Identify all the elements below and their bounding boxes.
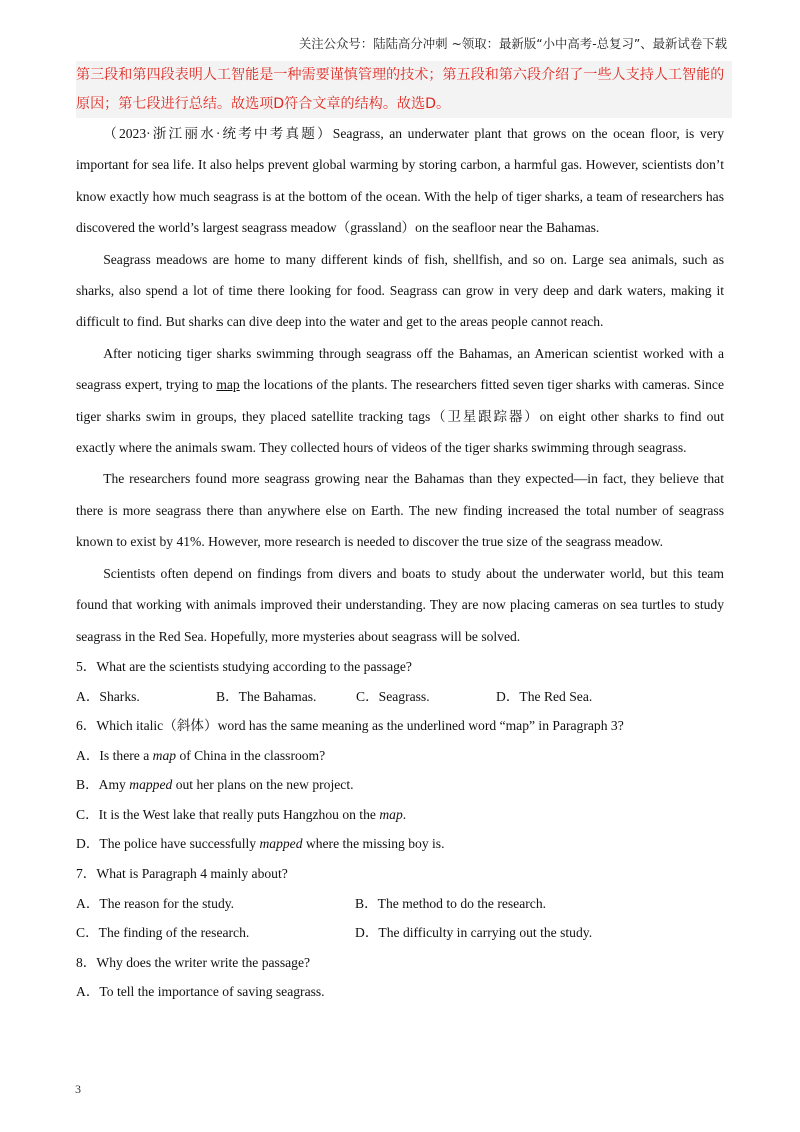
q5-option-d: D．The Red Sea. xyxy=(496,688,593,704)
q6-c-post: . xyxy=(402,806,407,822)
q6-c-italic: map xyxy=(379,806,403,822)
question-7-options-row-1 xyxy=(76,889,724,919)
q8-option-a: A．To tell the importance of saving seagrass. xyxy=(76,984,325,1000)
question-5-options xyxy=(76,682,724,712)
page-header: 关注公众号：陆陆高分冲刺 ~领取：最新版“小中高考-总复习”、最新试卷下载 xyxy=(298,36,727,51)
paragraph-5: Scientists often depend on findings from divers and boats to study about the underwater world, but this team found that working with animals improved their understanding. They are now placing cameras on sea turtles to study seagrass in the Red Sea. Hopefully, more mysteries about seagrass will be solved. xyxy=(76,565,724,644)
q7-option-c: C．The finding of the research. xyxy=(76,925,250,941)
question-8-stem: 8．Why does the writer write the passage? xyxy=(76,954,311,970)
answer-analysis: 第三段和第四段表明人工智能是一种需要谨慎管理的技术；第五段和第六段介绍了一些人支持人工智能的原因；第七段进行总结。故选项D符合文章的结构。故选D。 xyxy=(76,61,732,118)
q6-d-pre: D．The police have successfully xyxy=(76,836,260,852)
q6-a-post: of China in the classroom? xyxy=(176,747,326,763)
question-7-stem: 7．What is Paragraph 4 mainly about? xyxy=(76,866,288,882)
paragraph-1: （2023·浙江丽水·统考中考真题）Seagrass, an underwater plant that grows on the ocean floor, is very important for sea life. It also helps prevent global warming by storing carbon, a harmful gas. However, scientists don’t know exactly how much seagrass is at the bottom of the ocean. With the help of tiger sharks, a team of researchers has discovered the world’s largest seagrass meadow（grassland）on the seafloor near the Bahamas. xyxy=(76,126,724,236)
q5-option-a: A．Sharks. xyxy=(76,688,140,704)
paragraph-3-part-a: After noticing tiger sharks swimming through seagrass off the Bahamas, an American scientist worked with a seagrass expert, trying to xyxy=(76,345,724,393)
q7-option-a: A．The reason for the study. xyxy=(76,895,235,911)
q6-a-pre: A．Is there a xyxy=(76,747,153,763)
paragraph-3-part-b: the locations of the plants. The researchers fitted seven tiger sharks with cameras. Since tiger sharks swim in groups, they placed satellite tracking tags（卫星跟踪器）on eight other sharks to find out exactly where the animals swam. They collected hours of videos of the tiger sharks swimming through seagrass. xyxy=(76,377,724,456)
q6-option-d xyxy=(76,829,724,859)
underlined-word-map: map xyxy=(216,377,240,393)
question-6-stem: 6．Which italic（斜体）word has the same meaning as the underlined word “map” in Paragraph 3? xyxy=(76,718,624,734)
q6-b-pre: B．Amy xyxy=(76,777,130,793)
q7-option-b: B．The method to do the research. xyxy=(355,895,547,911)
q5-option-b: B．The Bahamas. xyxy=(216,688,317,704)
q6-d-post: where the missing boy is. xyxy=(302,836,445,852)
q6-b-post: out her plans on the new project. xyxy=(172,777,354,793)
q6-d-italic: mapped xyxy=(259,836,303,852)
q6-option-c xyxy=(76,800,724,830)
q6-a-italic: map xyxy=(152,747,177,763)
question-7-options-row-2 xyxy=(76,918,724,948)
paragraph-4: The researchers found more seagrass growing near the Bahamas than they expected—in fact, they believe that there is more seagrass there than anywhere else on Earth. The new finding increased the total number of seagrass known to exist by 41%. However, more research is needed to discover the true size of the seagrass meadow. xyxy=(76,471,724,550)
question-5-stem: 5．What are the scientists studying according to the passage? xyxy=(76,658,412,674)
passage-and-questions xyxy=(76,118,724,1007)
q6-c-pre: C．It is the West lake that really puts Hangzhou on the xyxy=(76,806,380,822)
q6-b-italic: mapped xyxy=(129,777,173,793)
page-number: 3 xyxy=(75,1082,81,1096)
paragraph-3 xyxy=(76,338,724,464)
paragraph-2: Seagrass meadows are home to many different kinds of fish, shellfish, and so on. Large sea animals, such as sharks, also spend a lot of time there looking for food. Seagrass can grow in very deep and dark waters, making it difficult to find. But sharks can dive deep into the water and get to the areas people cannot reach. xyxy=(76,251,724,330)
q6-option-b xyxy=(76,770,724,800)
q5-option-c: C．Seagrass. xyxy=(356,688,430,704)
q6-option-a xyxy=(76,741,724,771)
q7-option-d: D．The difficulty in carrying out the study. xyxy=(355,925,593,941)
